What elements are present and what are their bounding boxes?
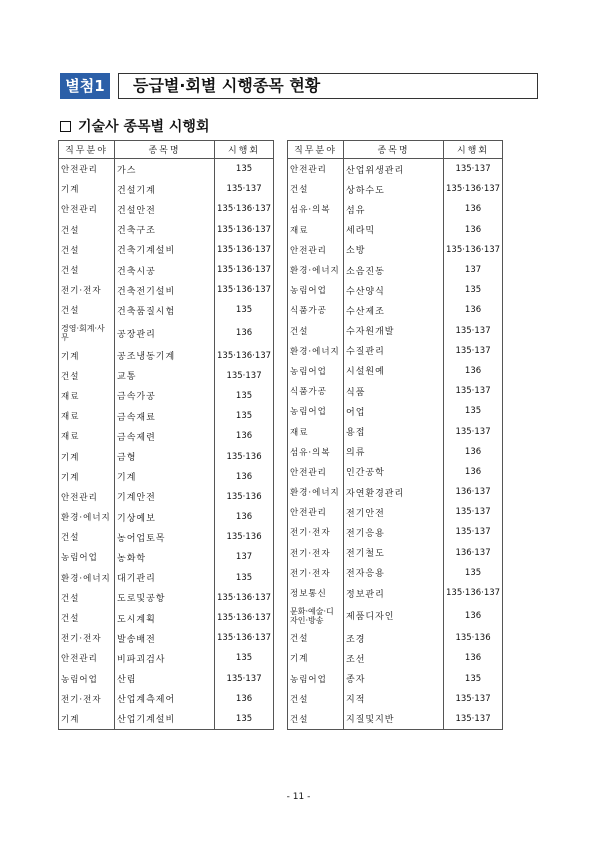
rounds-cell: 135·136·137 — [215, 220, 274, 240]
column-header-field: 직무분야 — [59, 141, 115, 159]
field-cell: 환경·에너지 — [288, 482, 344, 502]
field-cell: 전기·전자 — [288, 522, 344, 542]
table-header-row — [59, 141, 274, 159]
column-header-subject: 종목명 — [115, 141, 215, 159]
table-row — [59, 240, 274, 260]
field-cell: 안전관리 — [288, 462, 344, 482]
subject-cell: 수질관리 — [344, 341, 444, 361]
rounds-cell: 136·137 — [444, 543, 503, 563]
field-cell: 문화·예술·디자인·방송 — [288, 603, 344, 628]
field-cell: 건설 — [288, 628, 344, 648]
field-cell: 환경·에너지 — [59, 568, 115, 588]
subject-cell: 섬유 — [344, 199, 444, 219]
subject-cell: 전자응용 — [344, 563, 444, 583]
table-row — [288, 603, 503, 628]
rounds-cell: 135·136·137 — [215, 608, 274, 628]
table-row — [59, 527, 274, 547]
field-cell: 식품가공 — [288, 300, 344, 320]
subject-cell: 금속재료 — [115, 406, 215, 426]
field-cell: 건설 — [59, 608, 115, 628]
subject-cell: 산업위생관리 — [344, 159, 444, 180]
field-cell: 기계 — [59, 179, 115, 199]
rounds-cell: 135·137 — [215, 179, 274, 199]
table-row — [59, 648, 274, 668]
rounds-cell: 135·136·137 — [215, 588, 274, 608]
table-row — [288, 669, 503, 689]
subject-cell: 종자 — [344, 669, 444, 689]
table-row — [59, 709, 274, 730]
rounds-cell: 135 — [215, 648, 274, 668]
subject-cell: 기상예보 — [115, 507, 215, 527]
field-cell: 재료 — [59, 386, 115, 406]
subject-cell: 소방 — [344, 240, 444, 260]
subject-cell: 지적 — [344, 689, 444, 709]
table-row — [288, 462, 503, 482]
rounds-cell: 136 — [444, 220, 503, 240]
column-header-field: 직무분야 — [288, 141, 344, 159]
rounds-cell: 135·136·137 — [215, 346, 274, 366]
subject-cell: 전기안전 — [344, 502, 444, 522]
field-cell: 안전관리 — [59, 199, 115, 219]
left-exam-table — [58, 140, 274, 730]
rounds-cell: 135 — [215, 386, 274, 406]
rounds-cell: 135·137 — [444, 159, 503, 180]
subject-cell: 건설안전 — [115, 199, 215, 219]
rounds-cell: 136 — [215, 426, 274, 446]
field-cell: 재료 — [288, 421, 344, 441]
table-row — [59, 487, 274, 507]
subject-cell: 금속가공 — [115, 386, 215, 406]
field-cell: 건설 — [59, 300, 115, 320]
rounds-cell: 135 — [215, 159, 274, 180]
subject-cell: 용접 — [344, 421, 444, 441]
subject-cell: 기계안전 — [115, 487, 215, 507]
appendix-header — [60, 73, 538, 99]
subject-cell: 공장관리 — [115, 321, 215, 346]
table-row — [59, 280, 274, 300]
subject-cell: 전기철도 — [344, 543, 444, 563]
rounds-cell: 137 — [444, 260, 503, 280]
rounds-cell: 135·136·137 — [215, 628, 274, 648]
subject-cell: 농어업토목 — [115, 527, 215, 547]
subject-cell: 도로및공항 — [115, 588, 215, 608]
field-cell: 농림어업 — [288, 280, 344, 300]
table-row — [59, 467, 274, 487]
subject-cell: 농화학 — [115, 547, 215, 567]
subject-cell: 교통 — [115, 366, 215, 386]
field-cell: 환경·에너지 — [288, 260, 344, 280]
subject-cell: 산림 — [115, 669, 215, 689]
field-cell: 안전관리 — [288, 502, 344, 522]
rounds-cell: 135·137 — [444, 381, 503, 401]
table-row — [59, 608, 274, 628]
field-cell: 농림어업 — [288, 669, 344, 689]
field-cell: 건설 — [59, 260, 115, 280]
rounds-cell: 135·137 — [444, 421, 503, 441]
rounds-cell: 136 — [444, 648, 503, 668]
field-cell: 농림어업 — [288, 401, 344, 421]
rounds-cell: 135·136 — [215, 527, 274, 547]
page-number: - 11 - — [286, 792, 311, 802]
table-row — [59, 507, 274, 527]
subject-cell: 수산제조 — [344, 300, 444, 320]
rounds-cell: 136 — [215, 321, 274, 346]
field-cell: 건설 — [288, 709, 344, 730]
subject-cell: 금형 — [115, 446, 215, 466]
field-cell: 농림어업 — [59, 547, 115, 567]
table-row — [288, 240, 503, 260]
subject-cell: 조선 — [344, 648, 444, 668]
subject-cell: 산업기계설비 — [115, 709, 215, 730]
table-row — [288, 300, 503, 320]
field-cell: 환경·에너지 — [59, 507, 115, 527]
subject-cell: 공조냉동기계 — [115, 346, 215, 366]
rounds-cell: 135·137 — [444, 341, 503, 361]
rounds-cell: 136 — [444, 603, 503, 628]
rounds-cell: 136 — [444, 199, 503, 219]
subject-cell: 건축시공 — [115, 260, 215, 280]
rounds-cell: 135·136·137 — [215, 260, 274, 280]
table-row — [59, 179, 274, 199]
subject-cell: 수산양식 — [344, 280, 444, 300]
subject-cell: 자연환경관리 — [344, 482, 444, 502]
rounds-cell: 135·136·137 — [215, 199, 274, 219]
table-row — [59, 199, 274, 219]
field-cell: 농림어업 — [59, 669, 115, 689]
field-cell: 재료 — [59, 406, 115, 426]
rounds-cell: 135 — [215, 568, 274, 588]
field-cell: 안전관리 — [59, 648, 115, 668]
rounds-cell: 135·137 — [444, 522, 503, 542]
field-cell: 섬유·의복 — [288, 442, 344, 462]
field-cell: 건설 — [59, 588, 115, 608]
subject-cell: 가스 — [115, 159, 215, 180]
table-row — [288, 401, 503, 421]
table-row — [288, 563, 503, 583]
rounds-cell: 135·136 — [444, 628, 503, 648]
rounds-cell: 135·137 — [444, 709, 503, 730]
table-row — [288, 543, 503, 563]
rounds-cell: 135·136·137 — [444, 179, 503, 199]
rounds-cell: 135·137 — [215, 669, 274, 689]
field-cell: 건설 — [288, 321, 344, 341]
rounds-cell: 135·137 — [444, 502, 503, 522]
right-exam-table — [287, 140, 503, 730]
rounds-cell: 136 — [215, 689, 274, 709]
rounds-cell: 136·137 — [444, 482, 503, 502]
field-cell: 섬유·의복 — [288, 199, 344, 219]
field-cell: 환경·에너지 — [288, 341, 344, 361]
table-row — [288, 199, 503, 219]
column-header-subject: 종목명 — [344, 141, 444, 159]
table-row — [288, 421, 503, 441]
table-row — [288, 522, 503, 542]
subject-cell: 제품디자인 — [344, 603, 444, 628]
square-bullet-icon — [60, 121, 71, 132]
rounds-cell: 135·136 — [215, 487, 274, 507]
table-row — [288, 280, 503, 300]
appendix-tag: 별첨1 — [60, 73, 110, 99]
subject-cell: 소음진동 — [344, 260, 444, 280]
rounds-cell: 136 — [215, 467, 274, 487]
table-row — [59, 446, 274, 466]
subject-cell: 발송배전 — [115, 628, 215, 648]
table-row — [288, 361, 503, 381]
table-row — [288, 341, 503, 361]
subject-cell: 도시계획 — [115, 608, 215, 628]
section-heading — [60, 116, 209, 136]
rounds-cell: 135·136·137 — [444, 240, 503, 260]
table-row — [288, 628, 503, 648]
subject-cell: 비파괴검사 — [115, 648, 215, 668]
field-cell: 건설 — [59, 240, 115, 260]
table-row — [59, 260, 274, 280]
field-cell: 안전관리 — [59, 487, 115, 507]
table-row — [59, 386, 274, 406]
subject-cell: 대기관리 — [115, 568, 215, 588]
table-row — [288, 709, 503, 730]
table-row — [59, 159, 274, 180]
field-cell: 안전관리 — [288, 240, 344, 260]
table-row — [59, 689, 274, 709]
subject-cell: 조경 — [344, 628, 444, 648]
subject-cell: 건축기계설비 — [115, 240, 215, 260]
table-row — [288, 159, 503, 180]
field-cell: 건설 — [288, 689, 344, 709]
subject-cell: 기계 — [115, 467, 215, 487]
field-cell: 전기·전자 — [59, 280, 115, 300]
subject-cell: 건축전기설비 — [115, 280, 215, 300]
field-cell: 건설 — [59, 366, 115, 386]
field-cell: 재료 — [59, 426, 115, 446]
field-cell: 기계 — [288, 648, 344, 668]
field-cell: 경영·회계·사무 — [59, 321, 115, 346]
rounds-cell: 135 — [215, 300, 274, 320]
table-row — [59, 426, 274, 446]
subject-cell: 의류 — [344, 442, 444, 462]
rounds-cell: 135 — [444, 669, 503, 689]
table-row — [288, 220, 503, 240]
table-row — [288, 381, 503, 401]
table-row — [288, 583, 503, 603]
field-cell: 전기·전자 — [288, 563, 344, 583]
table-row — [59, 669, 274, 689]
field-cell: 식품가공 — [288, 381, 344, 401]
field-cell: 기계 — [59, 467, 115, 487]
subject-cell: 산업계측제어 — [115, 689, 215, 709]
table-row — [288, 179, 503, 199]
table-row — [59, 406, 274, 426]
rounds-cell: 135 — [444, 563, 503, 583]
rounds-cell: 135 — [215, 709, 274, 730]
table-row — [59, 568, 274, 588]
subject-cell: 건설기계 — [115, 179, 215, 199]
table-row — [288, 482, 503, 502]
rounds-cell: 135 — [444, 401, 503, 421]
table-row — [288, 502, 503, 522]
column-header-rounds: 시행회 — [444, 141, 503, 159]
table-row — [59, 628, 274, 648]
table-row — [288, 689, 503, 709]
subject-cell: 세라믹 — [344, 220, 444, 240]
rounds-cell: 136 — [444, 361, 503, 381]
table-row — [59, 346, 274, 366]
field-cell: 전기·전자 — [59, 628, 115, 648]
subject-cell: 전기응용 — [344, 522, 444, 542]
rounds-cell: 135·137 — [444, 689, 503, 709]
rounds-cell: 137 — [215, 547, 274, 567]
table-row — [59, 588, 274, 608]
table-row — [59, 366, 274, 386]
rounds-cell: 136 — [444, 300, 503, 320]
subject-cell: 어업 — [344, 401, 444, 421]
table-row — [59, 220, 274, 240]
field-cell: 정보통신 — [288, 583, 344, 603]
field-cell: 기계 — [59, 346, 115, 366]
appendix-title: 등급별·회별 시행종목 현황 — [118, 73, 538, 99]
table-row — [288, 442, 503, 462]
rounds-cell: 135·136·137 — [215, 240, 274, 260]
table-row — [288, 260, 503, 280]
table-row — [59, 547, 274, 567]
subject-cell: 수자원개발 — [344, 321, 444, 341]
rounds-cell: 135·136·137 — [215, 280, 274, 300]
field-cell: 건설 — [59, 527, 115, 547]
table-row — [288, 648, 503, 668]
field-cell: 전기·전자 — [59, 689, 115, 709]
field-cell: 재료 — [288, 220, 344, 240]
field-cell: 전기·전자 — [288, 543, 344, 563]
rounds-cell: 135·137 — [215, 366, 274, 386]
subject-cell: 정보관리 — [344, 583, 444, 603]
rounds-cell: 135·136·137 — [444, 583, 503, 603]
subject-cell: 지질및지반 — [344, 709, 444, 730]
field-cell: 안전관리 — [288, 159, 344, 180]
rounds-cell: 135 — [444, 280, 503, 300]
subject-cell: 건축품질시험 — [115, 300, 215, 320]
column-header-rounds: 시행회 — [215, 141, 274, 159]
table-row — [288, 321, 503, 341]
field-cell: 건설 — [59, 220, 115, 240]
rounds-cell: 135·137 — [444, 321, 503, 341]
section-heading-text: 기술사 종목별 시행회 — [78, 119, 210, 135]
subject-cell: 금속제련 — [115, 426, 215, 446]
table-header-row — [288, 141, 503, 159]
field-cell: 안전관리 — [59, 159, 115, 180]
rounds-cell: 135 — [215, 406, 274, 426]
rounds-cell: 136 — [444, 462, 503, 482]
subject-cell: 시설원예 — [344, 361, 444, 381]
subject-cell: 건축구조 — [115, 220, 215, 240]
rounds-cell: 135·136 — [215, 446, 274, 466]
table-row — [59, 321, 274, 346]
subject-cell: 식품 — [344, 381, 444, 401]
field-cell: 기계 — [59, 446, 115, 466]
field-cell: 기계 — [59, 709, 115, 730]
rounds-cell: 136 — [444, 442, 503, 462]
field-cell: 건설 — [288, 179, 344, 199]
table-row — [59, 300, 274, 320]
field-cell: 농림어업 — [288, 361, 344, 381]
rounds-cell: 136 — [215, 507, 274, 527]
subject-cell: 상하수도 — [344, 179, 444, 199]
subject-cell: 인간공학 — [344, 462, 444, 482]
